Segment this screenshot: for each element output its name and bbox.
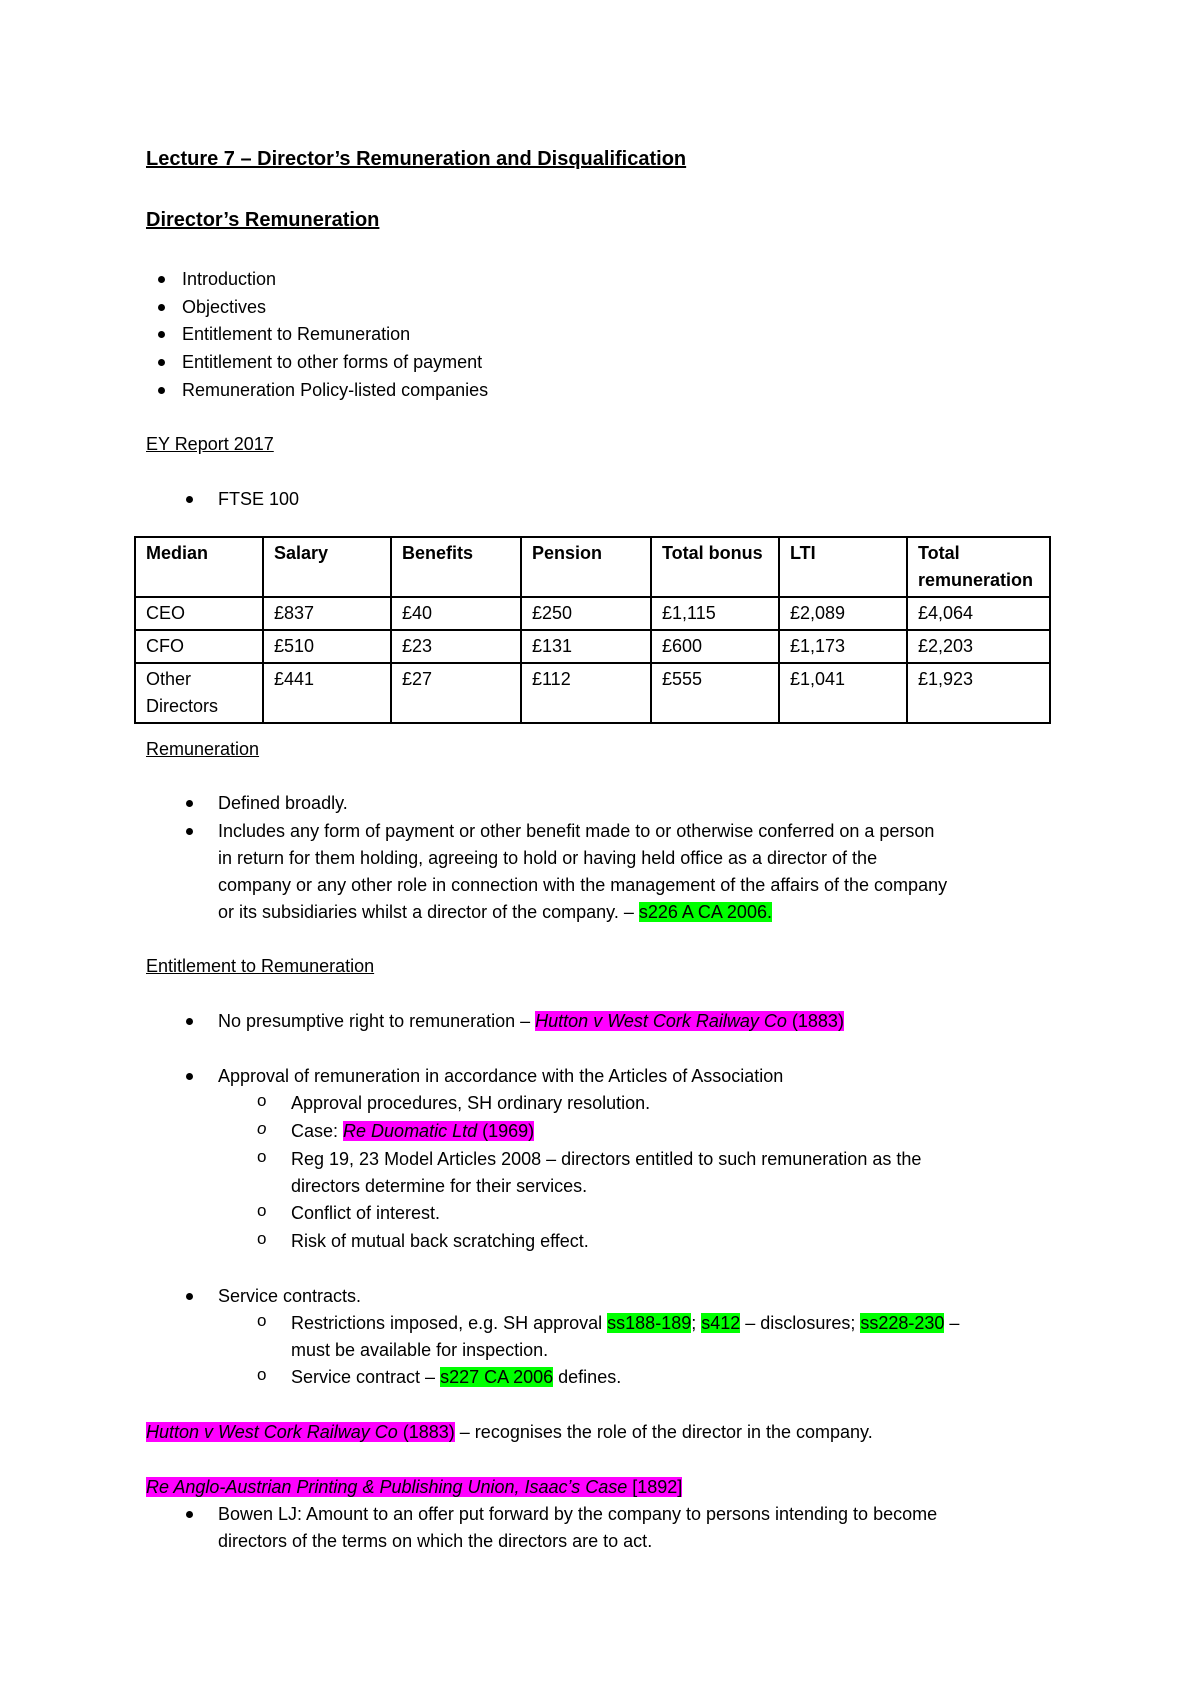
list-item: FTSE 100 [218, 489, 300, 509]
table-header-cell: Median [135, 537, 263, 597]
list-item: Objectives [182, 297, 267, 317]
table-cell: £600 [651, 630, 779, 663]
sub-list-item [291, 1364, 621, 1391]
case-year: (1883) [786, 1011, 844, 1031]
bullet-icon [186, 1293, 193, 1300]
text-fragment: No presumptive right to remuneration – [218, 1011, 536, 1031]
list-item [218, 1008, 844, 1035]
anglo-austrian-heading [146, 1474, 682, 1501]
bullet-icon [186, 1018, 193, 1025]
sub-bullet-icon: o [257, 1365, 267, 1384]
table-row [135, 630, 1050, 663]
table-cell: £1,923 [907, 663, 1050, 723]
list-item: Entitlement to other forms of payment [182, 352, 483, 372]
text-fragment: Restrictions imposed, e.g. SH approval [291, 1313, 608, 1333]
page-title: Lecture 7 – Director’s Remuneration and Disqualification [146, 148, 687, 170]
entitlement-heading: Entitlement to Remuneration [146, 956, 375, 976]
statute-reference: s412 [701, 1313, 741, 1333]
bullet-icon [186, 828, 193, 835]
table-cell: £4,064 [907, 597, 1050, 630]
case-name: Hutton v West Cork Railway Co [146, 1422, 398, 1442]
text-fragment: ; [691, 1313, 702, 1333]
statute-reference: ss228-230 [860, 1313, 945, 1333]
table-cell: £2,089 [779, 597, 907, 630]
case-name: Re Anglo-Austrian Printing & Publishing Union, Isaac’s Case [146, 1477, 628, 1497]
table-row [135, 597, 1050, 630]
section-heading-directors-remuneration: Director’s Remuneration [146, 209, 380, 231]
sub-bullet-icon: o [257, 1119, 267, 1138]
table-header-cell: LTI [779, 537, 907, 597]
table-cell: £510 [263, 630, 391, 663]
case-citation [535, 1011, 844, 1031]
sub-list-item [291, 1118, 534, 1145]
case-year: [1892] [627, 1477, 683, 1497]
list-item: Service contracts. [218, 1286, 362, 1306]
list-item-line: Includes any form of payment or other benefit made to or otherwise conferred on a person [218, 821, 935, 841]
table-cell: £1,115 [651, 597, 779, 630]
text-fragment: Case: [291, 1121, 344, 1141]
table-cell: £555 [651, 663, 779, 723]
table-header-cell: Total bonus [651, 537, 779, 597]
table-cell: £27 [391, 663, 521, 723]
text-fragment: – recognises the role of the director in the company. [454, 1422, 873, 1442]
case-year: (1969) [477, 1121, 535, 1141]
sub-list-item: Approval procedures, SH ordinary resolution. [291, 1093, 651, 1113]
case-name: Re Duomatic Ltd [343, 1121, 478, 1141]
remuneration-table [134, 536, 1051, 724]
sub-list-item-line: directors determine for their services. [291, 1176, 588, 1196]
table-header-cell: Salary [263, 537, 391, 597]
bullet-icon [186, 1511, 193, 1518]
list-item: Approval of remuneration in accordance with the Articles of Association [218, 1066, 784, 1086]
bullet-icon [186, 1073, 193, 1080]
case-citation [146, 1422, 455, 1442]
table-header-cell: Benefits [391, 537, 521, 597]
list-item-line: in return for them holding, agreeing to hold or having held office as a director of the [218, 848, 878, 868]
case-year: (1883) [397, 1422, 455, 1442]
case-name: Hutton v West Cork Railway Co [535, 1011, 787, 1031]
table-header-cell: Pension [521, 537, 651, 597]
bullet-icon [158, 359, 165, 366]
sub-list-item: Conflict of interest. [291, 1203, 441, 1223]
list-item: Defined broadly. [218, 793, 348, 813]
sub-list-item: Risk of mutual back scratching effect. [291, 1231, 589, 1251]
table-cell: £837 [263, 597, 391, 630]
list-item-line: company or any other role in connection with the management of the affairs of the company [218, 875, 948, 895]
statute-reference: s227 CA 2006 [440, 1367, 554, 1387]
text-fragment: or its subsidiaries whilst a director of the company. – [218, 902, 639, 922]
bullet-icon [186, 800, 193, 807]
list-item-line: directors of the terms on which the directors are to act. [218, 1531, 653, 1551]
statute-reference: ss188-189 [607, 1313, 692, 1333]
ey-report-heading: EY Report 2017 [146, 434, 274, 454]
sub-list-item-line: must be available for inspection. [291, 1340, 549, 1360]
table-cell: £1,041 [779, 663, 907, 723]
remuneration-heading: Remuneration [146, 739, 260, 759]
bullet-icon [186, 496, 193, 503]
table-cell: CFO [135, 630, 263, 663]
bullet-icon [158, 304, 165, 311]
case-citation [343, 1121, 534, 1141]
sub-list-item [291, 1310, 959, 1337]
text-fragment: defines. [553, 1367, 622, 1387]
list-item-line [218, 899, 772, 926]
table-cell: £441 [263, 663, 391, 723]
list-item: Entitlement to Remuneration [182, 324, 411, 344]
sub-bullet-icon: o [257, 1147, 267, 1166]
table-row [135, 663, 1050, 723]
bullet-icon [158, 387, 165, 394]
text-fragment: – disclosures; [740, 1313, 861, 1333]
table-cell: Other Directors [135, 663, 263, 723]
table-cell: £131 [521, 630, 651, 663]
table-cell: £250 [521, 597, 651, 630]
statute-reference: s226 A CA 2006. [638, 902, 772, 922]
sub-bullet-icon: o [257, 1091, 267, 1110]
hutton-paragraph [146, 1419, 873, 1446]
bullet-icon [158, 276, 165, 283]
text-fragment: – [944, 1313, 960, 1333]
text-fragment: Service contract – [291, 1367, 441, 1387]
sub-list-item: Reg 19, 23 Model Articles 2008 – directors entitled to such remuneration as the [291, 1149, 922, 1169]
table-cell: £40 [391, 597, 521, 630]
list-item: Bowen LJ: Amount to an offer put forward by the company to persons intending to become [218, 1504, 938, 1524]
table-cell: £112 [521, 663, 651, 723]
list-item: Introduction [182, 269, 277, 289]
sub-bullet-icon: o [257, 1229, 267, 1248]
table-cell: CEO [135, 597, 263, 630]
sub-bullet-icon: o [257, 1201, 267, 1220]
list-item: Remuneration Policy-listed companies [182, 380, 489, 400]
table-header-cell: Total remuneration [907, 537, 1050, 597]
sub-bullet-icon: o [257, 1311, 267, 1330]
bullet-icon [158, 331, 165, 338]
table-cell: £23 [391, 630, 521, 663]
table-cell: £2,203 [907, 630, 1050, 663]
table-cell: £1,173 [779, 630, 907, 663]
case-citation [146, 1477, 682, 1497]
table-header-row [135, 537, 1050, 597]
